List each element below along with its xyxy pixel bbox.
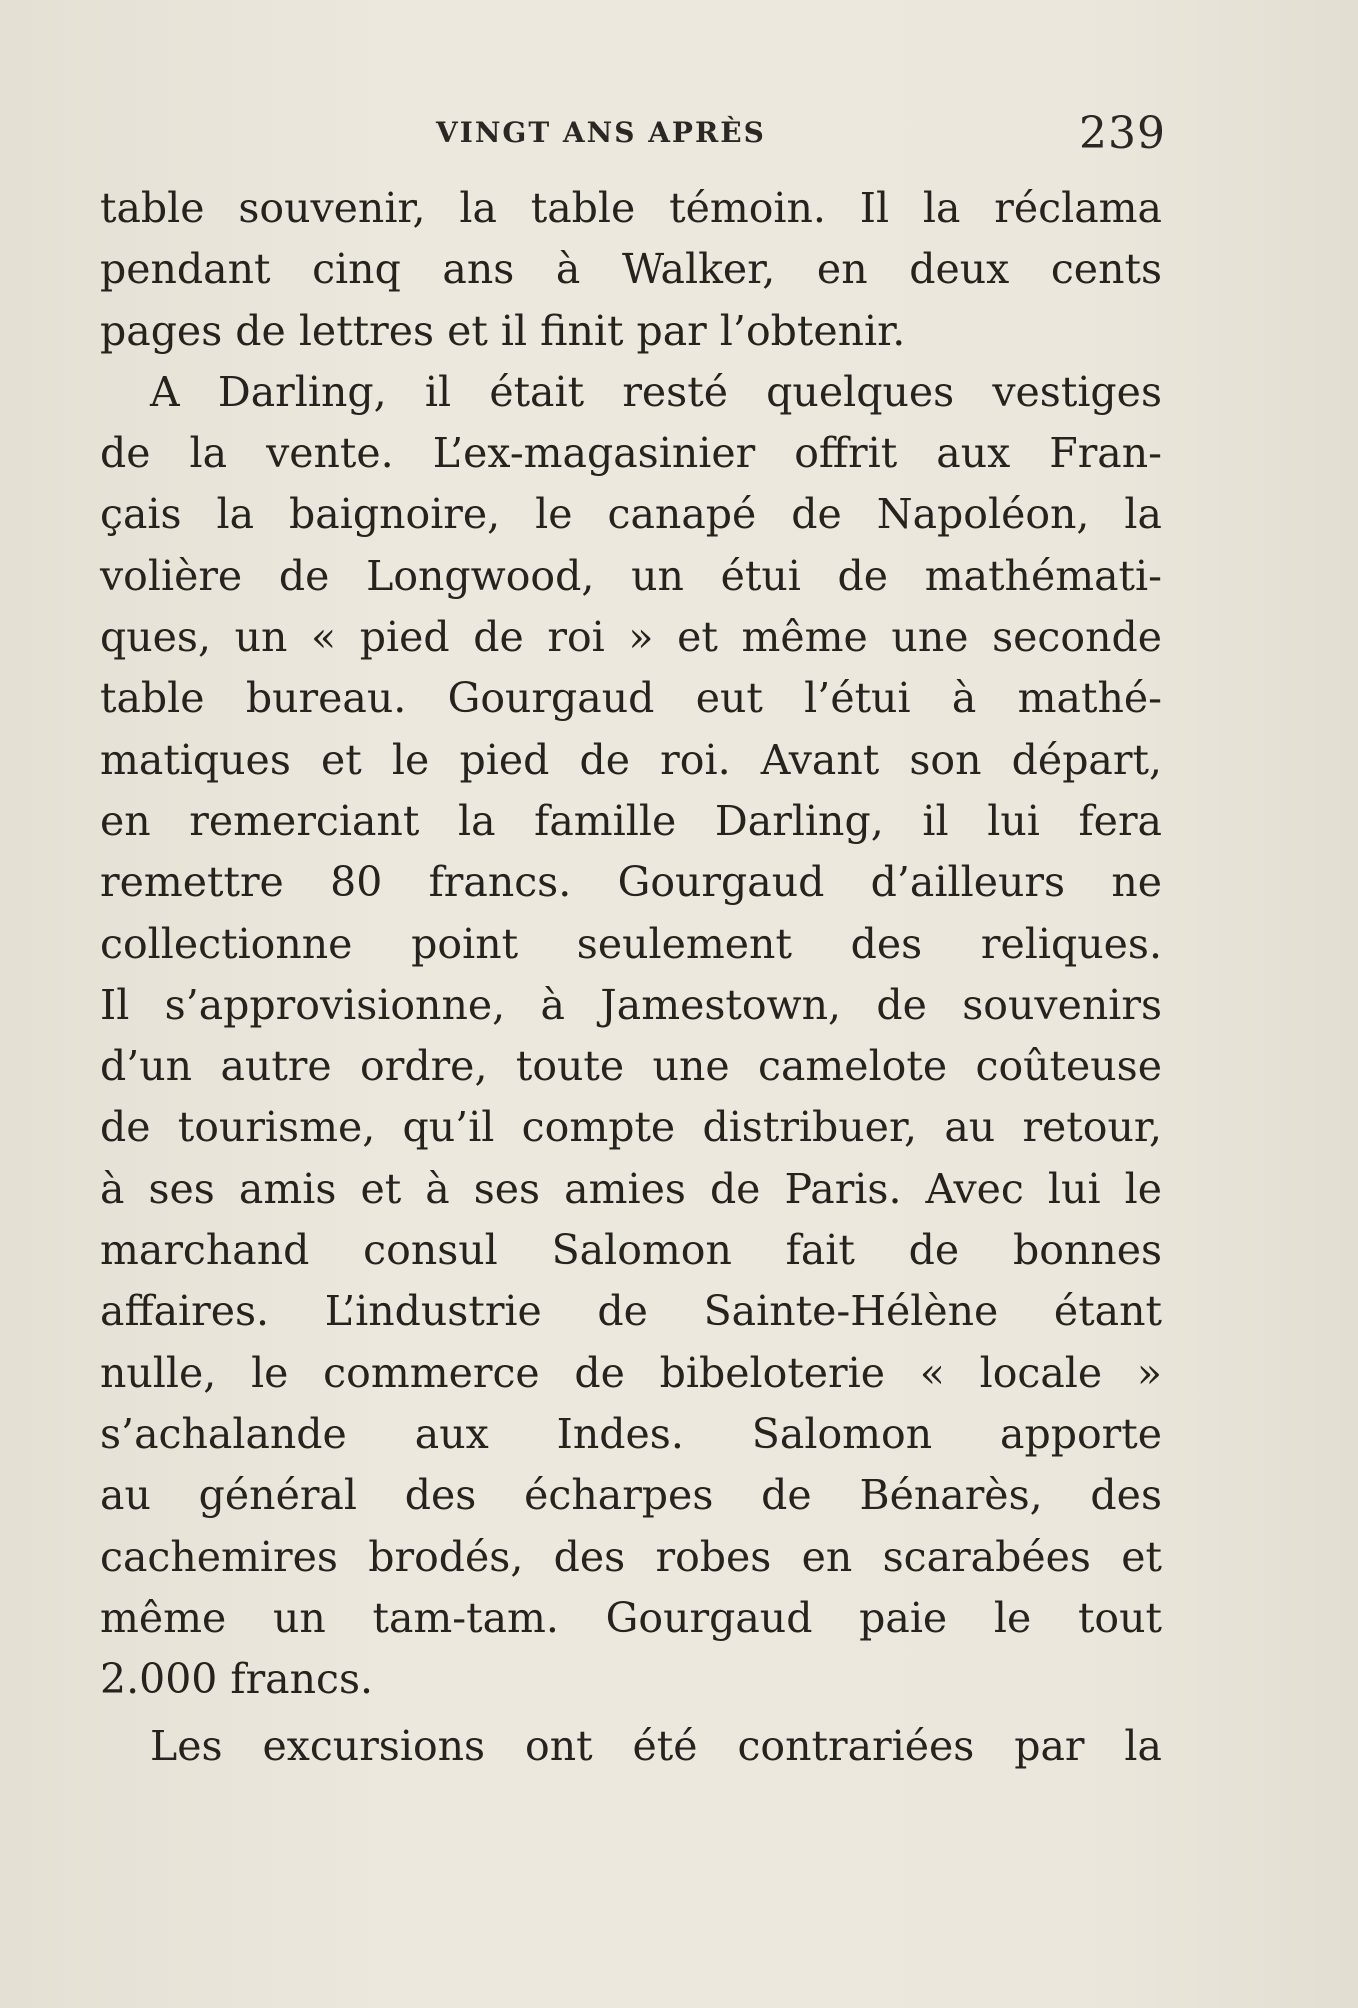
text-line: de la vente. L’ex-magasinier offrit aux Fran- bbox=[100, 429, 1162, 478]
text-line: en remerciant la famille Darling, il lui fera bbox=[100, 796, 1162, 845]
text-line: remettre 80 francs. Gourgaud d’ailleurs ne bbox=[100, 858, 1162, 907]
text-line: matiques et le pied de roi. Avant son départ, bbox=[100, 735, 1162, 784]
text-line: çais la baignoire, le canapé de Napoléon, la bbox=[100, 490, 1162, 539]
text-line: volière de Longwood, un étui de mathémati- bbox=[100, 551, 1162, 600]
text-line: A Darling, il était resté quelques vestiges bbox=[150, 367, 1162, 416]
running-head bbox=[96, 108, 1166, 158]
text-line: même un tam-tam. Gourgaud paie le tout bbox=[100, 1593, 1162, 1642]
text-line: collectionne point seulement des reliques. bbox=[100, 919, 1162, 968]
text-line: nulle, le commerce de bibeloterie « locale » bbox=[100, 1348, 1162, 1397]
text-line: pages de lettres et il finit par l’obtenir. bbox=[100, 306, 906, 355]
running-title: VINGT ANS APRÈS bbox=[436, 116, 766, 149]
text-line: marchand consul Salomon fait de bonnes bbox=[100, 1226, 1162, 1275]
text-line: table souvenir, la table témoin. Il la réclama bbox=[100, 184, 1162, 232]
text-line: de tourisme, qu’il compte distribuer, au retour, bbox=[100, 1103, 1162, 1152]
text-line: 2.000 francs. bbox=[100, 1655, 374, 1704]
page-number: 239 bbox=[1079, 108, 1166, 159]
text-line: affaires. L’industrie de Sainte-Hélène étant bbox=[100, 1287, 1162, 1336]
text-line: Les excursions ont été contrariées par la bbox=[150, 1722, 1162, 1771]
text-line: cachemires brodés, des robes en scarabées et bbox=[100, 1532, 1162, 1581]
text-line: à ses amis et à ses amies de Paris. Avec lui le bbox=[100, 1164, 1162, 1213]
text-line: d’un autre ordre, toute une camelote coûteuse bbox=[100, 1042, 1162, 1091]
text-line: Il s’approvisionne, à Jamestown, de souvenirs bbox=[100, 980, 1162, 1029]
text-line: pendant cinq ans à Walker, en deux cents bbox=[100, 245, 1162, 294]
text-line: ques, un « pied de roi » et même une seconde bbox=[100, 613, 1162, 662]
text-line: s’achalande aux Indes. Salomon apporte bbox=[100, 1409, 1162, 1458]
text-line: table bureau. Gourgaud eut l’étui à mathé- bbox=[100, 674, 1162, 723]
body-text bbox=[100, 178, 1162, 1778]
text-line: au général des écharpes de Bénarès, des bbox=[100, 1471, 1162, 1520]
